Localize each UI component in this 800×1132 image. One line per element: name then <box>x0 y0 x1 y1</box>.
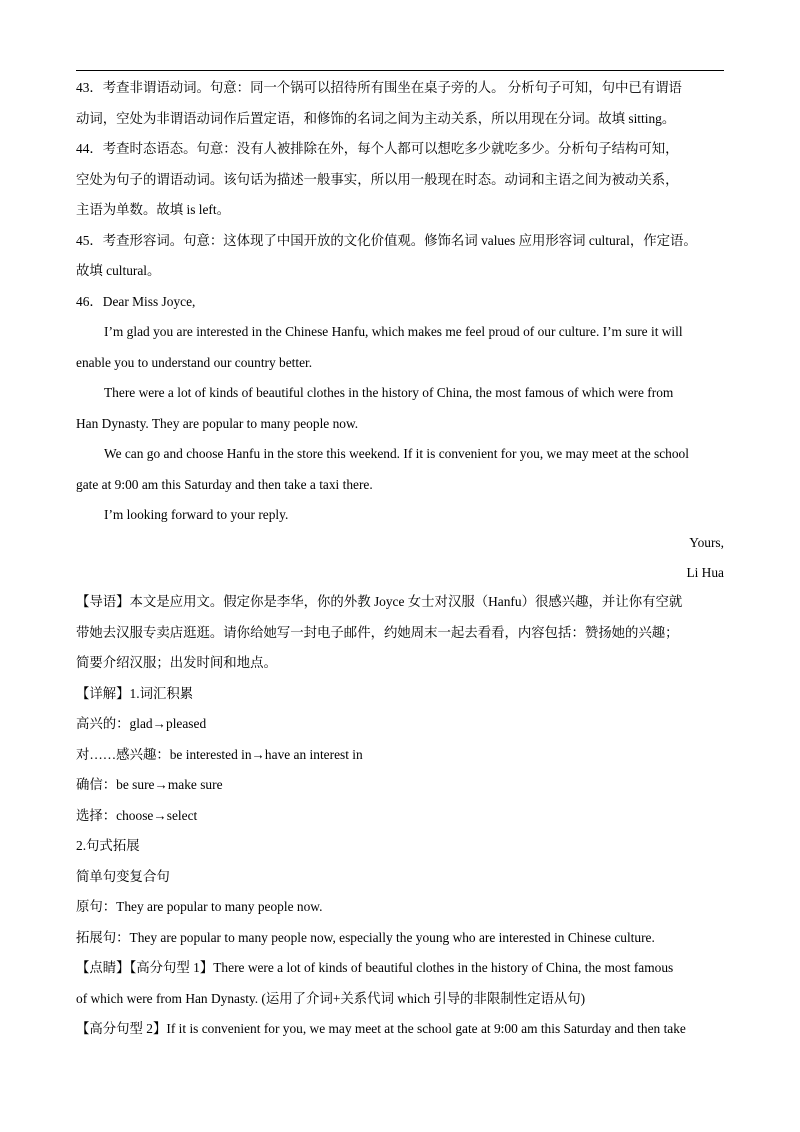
letter-para-1-line-1: I’m glad you are interested in the Chinese Hanfu, which makes me feel proud of our culture. I’m sure it will <box>104 324 683 339</box>
sentence-section-heading: 2.句式拓展 <box>76 838 140 853</box>
intro-line-3: 简要介绍汉服；出发时间和地点。 <box>76 655 277 670</box>
vocab-item-3: 确信：be sure→make sure <box>76 777 223 792</box>
intro-line-2: 带她去汉服专卖店逛逛。请你给她写一封电子邮件，约她周末一起去看看，内容包括：赞扬她的兴趣； <box>76 625 679 640</box>
answer-44-line-3: 主语为单数。故填 is left。 <box>76 202 230 217</box>
vocab-item-1: 高兴的：glad→pleased <box>76 716 207 731</box>
intro-line-1: 【导语】本文是应用文。假定你是李华，你的外教 Joyce 女士对汉服（Hanfu）很感兴趣，并让你有空就 <box>76 594 683 609</box>
letter-signature: Li Hua <box>686 565 724 580</box>
answer-45-line-1: 45．考查形容词。句意：这体现了中国开放的文化价值观。修饰名词 values 应用形容词 cultural，作定语。 <box>76 233 697 248</box>
letter-closing-line: I’m looking forward to your reply. <box>104 507 289 522</box>
letter-para-3-line-1: We can go and choose Hanfu in the store this weekend. If it is convenient for you, we may meet at the school <box>104 446 689 461</box>
letter-para-3-line-2: gate at 9:00 am this Saturday and then take a taxi there. <box>76 477 373 492</box>
detail-heading: 【详解】1.词汇积累 <box>76 686 194 701</box>
letter-salutation: 46．Dear Miss Joyce, <box>76 294 196 309</box>
header-rule <box>76 70 724 71</box>
answer-44-line-2: 空处为句子的谓语动词。该句话为描述一般事实，所以用一般现在时态。动词和主语之间为被动关系， <box>76 172 679 187</box>
highlight-pattern-2-line-1: 【高分句型 2】If it is convenient for you, we may meet at the school gate at 9:00 am this Saturday and then take <box>76 1021 686 1036</box>
letter-para-2-line-2: Han Dynasty. They are popular to many people now. <box>76 416 359 431</box>
letter-para-2-line-1: There were a lot of kinds of beautiful clothes in the history of China, the most famous of which were from <box>104 385 674 400</box>
answer-43-line-2: 动词，空处为非谓语动词作后置定语，和修饰的名词之间为主动关系，所以用现在分词。故填 sitting。 <box>76 111 676 126</box>
highlight-pattern-1-line-2: of which were from Han Dynasty. (运用了介词+关系代词 which 引导的非限制性定语从句) <box>76 991 586 1006</box>
vocab-item-4: 选择：choose→select <box>76 808 198 823</box>
letter-signoff: Yours, <box>689 535 724 550</box>
answer-44-line-1: 44．考查时态语态。句意：没有人被排除在外，每个人都可以想吃多少就吃多少。分析句子结构可知， <box>76 141 679 156</box>
expanded-sentence: 拓展句：They are popular to many people now, especially the young who are interested in Chinese culture. <box>76 930 655 945</box>
sentence-subheading: 简单句变复合句 <box>76 869 170 884</box>
highlight-pattern-1-line-1: 【点睛】【高分句型 1】There were a lot of kinds of beautiful clothes in the history of China, the most famous <box>76 960 674 975</box>
original-sentence: 原句：They are popular to many people now. <box>76 899 323 914</box>
letter-para-1-line-2: enable you to understand our country better. <box>76 355 313 370</box>
answer-43-line-1: 43．考查非谓语动词。句意：同一个锅可以招待所有围坐在桌子旁的人。 分析句子可知，句中已有谓语 <box>76 80 682 95</box>
vocab-item-2: 对……感兴趣：be interested in→have an interest in <box>76 747 363 762</box>
answer-45-line-2: 故填 cultural。 <box>76 263 161 278</box>
